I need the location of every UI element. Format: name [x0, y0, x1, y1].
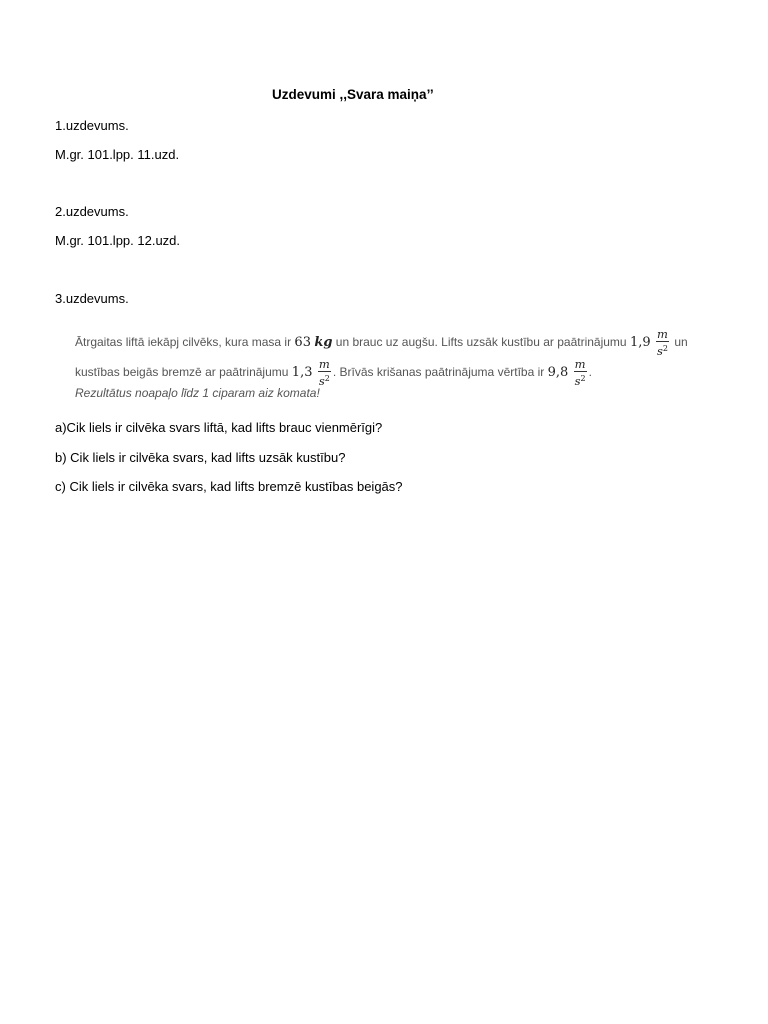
task3-heading: 3.uzdevums.	[55, 291, 129, 306]
fraction-denominator: $s^2$	[656, 344, 668, 358]
accel-start-value: 1,9	[629, 335, 651, 351]
problem-text-5: . Brīvās krišanas paātrinājuma vērtība ir	[332, 365, 545, 380]
problem-text-1: Ātrgaitas liftā iekāpj cilvēks, kura masa ir	[75, 335, 292, 350]
task1-heading: 1.uzdevums.	[55, 118, 129, 133]
mass-value: 63	[294, 335, 311, 351]
mass-unit: kg	[314, 335, 333, 351]
question-b: b) Cik liels ir cilvēka svars, kad lifts uzsāk kustību?	[55, 450, 346, 465]
question-a: a)Cik liels ir cilvēka svars liftā, kad lifts brauc vienmērīgi?	[55, 420, 383, 435]
problem-line-1	[75, 328, 688, 358]
unit-fraction-3: $\frac{m}{s^2}$	[574, 357, 586, 388]
task2-reference: M.gr. 101.lpp. 12.uzd.	[55, 233, 181, 248]
task1-reference: M.gr. 101.lpp. 11.uzd.	[55, 147, 180, 162]
document-title: Uzdevumi ,,Svara maiņa’’	[272, 87, 434, 102]
g-value: 9,8	[547, 365, 569, 381]
problem-text-3: un	[674, 335, 688, 350]
problem-text-4: kustības beigās bremzē ar paātrinājumu	[75, 365, 289, 380]
accel-brake-value: 1,3	[291, 365, 313, 381]
rounding-note: Rezultātus noapaļo līdz 1 ciparam aiz komata!	[75, 386, 320, 400]
problem-text-6: .	[588, 365, 592, 380]
problem-line-2	[75, 358, 592, 388]
question-c: c) Cik liels ir cilvēka svars, kad lifts bremzē kustības beigās?	[55, 479, 403, 494]
unit-fraction-1	[656, 328, 669, 358]
task2-heading: 2.uzdevums.	[55, 204, 129, 219]
fraction-numerator: m	[657, 327, 668, 341]
problem-text-2: un brauc uz augšu. Lifts uzsāk kustību ar paātrinājumu	[335, 335, 627, 350]
unit-fraction-2: $\frac{m}{s^2}$	[318, 357, 330, 388]
